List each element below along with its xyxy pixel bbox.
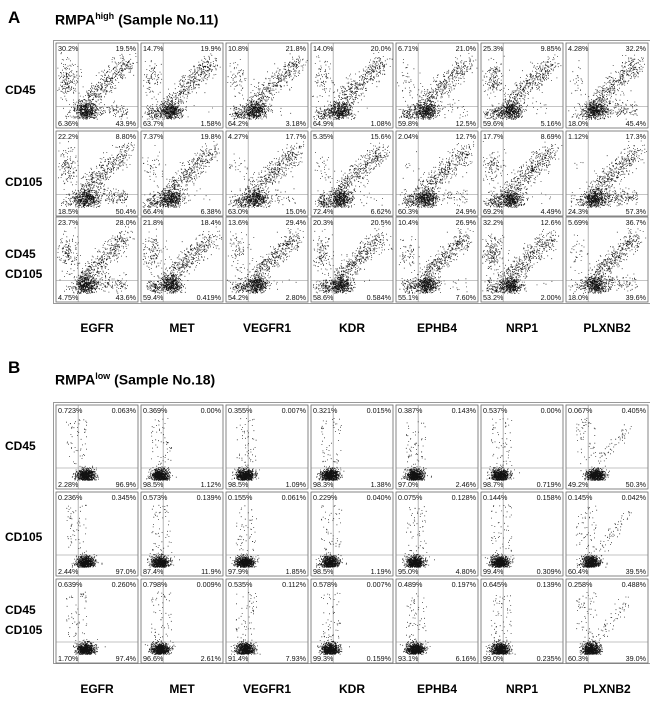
scatter-plot-a-cd105-met (141, 131, 223, 216)
plot-frame (56, 405, 138, 489)
scatter-plot-a-cd45-cd105-kdr (311, 217, 393, 302)
scatter-plot-a-cd105-nrp1 (481, 131, 563, 216)
plot-frame (311, 405, 393, 489)
scatter-plot-b-cd45-egfr (56, 405, 138, 489)
panel-b-col-label-kdr: KDR (339, 682, 365, 696)
quadrant-lower-right-label: 15.0% (285, 207, 306, 216)
quadrant-upper-right-label: 0.139% (536, 580, 561, 589)
quadrant-lower-left-label: 18.0% (568, 293, 589, 302)
quadrant-lower-left-label: 98.3% (313, 480, 334, 489)
quadrant-lower-right-label: 6.62% (370, 207, 391, 216)
quadrant-upper-right-label: 28.0% (115, 218, 136, 227)
quadrant-lower-left-label: 97.9% (228, 567, 249, 576)
scatter-plot-a-cd45-cd105-plxnb2 (566, 217, 648, 302)
quadrant-upper-left-label: 2.04% (398, 132, 419, 141)
quadrant-upper-right-label: 12.6% (540, 218, 561, 227)
quadrant-lower-left-label: 98.7% (483, 480, 504, 489)
panel-a-col-label-met: MET (169, 321, 195, 335)
scatter-plot-b-cd45-kdr (311, 405, 393, 489)
scatter-plot-a-cd45-nrp1 (481, 43, 563, 128)
quadrant-lower-right-label: 2.46% (455, 480, 476, 489)
scatter-plot-a-cd105-kdr (311, 131, 393, 216)
scatter-plot-b-cd45-met (141, 405, 223, 489)
panel-b-title-sup: low (95, 371, 111, 381)
panel-a-col-label-vegfr1: VEGFR1 (242, 321, 291, 335)
scatter-plot-a-cd45-kdr (311, 43, 393, 128)
scatter-plot-a-cd45-cd105-met (141, 217, 223, 302)
scatter-plot-b-cd105-egfr (56, 492, 138, 576)
quadrant-upper-left-label: 0.723% (58, 406, 83, 415)
panel-a-title-main: RMPA (55, 11, 96, 28)
quadrant-lower-right-label: 39.5% (625, 567, 646, 576)
plot-frame (396, 131, 478, 216)
scatter-plot-b-cd45-cd105-ephb4 (396, 579, 478, 663)
quadrant-lower-right-label: 6.38% (200, 207, 221, 216)
scatter-plot-b-cd45-ephb4 (396, 405, 478, 489)
quadrant-upper-left-label: 17.7% (483, 132, 504, 141)
scatter-plot-a-cd45-cd105-ephb4 (396, 217, 478, 302)
quadrant-upper-right-label: 19.5% (115, 44, 136, 53)
plot-frame (226, 131, 308, 216)
quadrant-upper-right-label: 0.061% (281, 493, 306, 502)
quadrant-upper-right-label: 20.5% (370, 218, 391, 227)
panel-a-row-label-cd45: CD45 (5, 83, 36, 97)
panel-a-col-label-nrp1: NRP1 (505, 321, 538, 335)
quadrant-upper-right-label: 0.139% (196, 493, 221, 502)
quadrant-lower-right-label: 97.4% (115, 654, 136, 663)
quadrant-upper-right-label: 0.00% (200, 406, 221, 415)
panel-b-row-label-cd45-cd105: CD45 CD105 (5, 603, 43, 637)
panel-b-title-main: RMPA (55, 371, 96, 388)
quadrant-upper-left-label: 0.067% (568, 406, 593, 415)
scatter-plot-b-cd105-kdr (311, 492, 393, 576)
quadrant-upper-left-label: 7.37% (143, 132, 164, 141)
quadrant-lower-right-label: 0.584% (366, 293, 391, 302)
scatter-plot-a-cd45-vegfr1 (226, 43, 308, 128)
quadrant-lower-left-label: 60.4% (568, 567, 589, 576)
quadrant-upper-right-label: 21.0% (455, 44, 476, 53)
quadrant-upper-right-label: 0.488% (621, 580, 646, 589)
quadrant-upper-right-label: 20.0% (370, 44, 391, 53)
quadrant-lower-right-label: 50.3% (625, 480, 646, 489)
plot-frame (566, 579, 648, 663)
scatter-plot-a-cd105-ephb4 (396, 131, 478, 216)
quadrant-lower-left-label: 53.2% (483, 293, 504, 302)
panel-b-col-label-vegfr1: VEGFR1 (242, 682, 291, 696)
quadrant-lower-right-label: 6.16% (455, 654, 476, 663)
quadrant-upper-left-label: 0.229% (313, 493, 338, 502)
quadrant-upper-left-label: 0.145% (568, 493, 593, 502)
plot-frame (141, 43, 223, 128)
quadrant-upper-right-label: 8.69% (540, 132, 561, 141)
quadrant-upper-right-label: 17.3% (625, 132, 646, 141)
panel-b-col-label-met: MET (169, 682, 195, 696)
quadrant-lower-right-label: 39.6% (625, 293, 646, 302)
quadrant-lower-right-label: 3.18% (285, 119, 306, 128)
panel-a-title-suffix: (Sample No.11) (114, 11, 219, 28)
quadrant-lower-left-label: 72.4% (313, 207, 334, 216)
quadrant-upper-right-label: 0.007% (281, 406, 306, 415)
quadrant-lower-right-label: 5.16% (540, 119, 561, 128)
panel-a-col-label-plxnb2: PLXNB2 (583, 321, 631, 335)
quadrant-lower-right-label: 1.08% (370, 119, 391, 128)
quadrant-lower-right-label: 0.419% (196, 293, 221, 302)
panel-b-col-label-ephb4: EPHB4 (416, 682, 457, 696)
quadrant-upper-left-label: 10.8% (228, 44, 249, 53)
quadrant-upper-left-label: 0.798% (143, 580, 168, 589)
quadrant-lower-right-label: 96.9% (115, 480, 136, 489)
quadrant-upper-left-label: 32.2% (483, 218, 504, 227)
quadrant-lower-right-label: 97.0% (115, 567, 136, 576)
quadrant-lower-left-label: 59.8% (398, 119, 419, 128)
quadrant-lower-right-label: 11.9% (201, 567, 221, 576)
quadrant-lower-right-label: 1.19% (370, 567, 391, 576)
panel-a-title-sup: high (95, 11, 115, 21)
quadrant-lower-left-label: 2.28% (58, 480, 79, 489)
panel-a-row-label-cd45-cd105: CD45 CD105 (5, 247, 43, 281)
quadrant-lower-right-label: 2.80% (285, 293, 306, 302)
quadrant-upper-right-label: 29.4% (285, 218, 306, 227)
plot-frame (396, 492, 478, 576)
quadrant-lower-left-label: 1.70% (58, 654, 79, 663)
quadrant-upper-left-label: 0.369% (143, 406, 168, 415)
panel-a-row-label-cd105: CD105 (5, 175, 43, 189)
plot-frame (311, 492, 393, 576)
quadrant-upper-right-label: 9.85% (540, 44, 561, 53)
quadrant-upper-right-label: 0.063% (111, 406, 136, 415)
quadrant-upper-right-label: 19.8% (200, 132, 221, 141)
quadrant-upper-left-label: 10.4% (398, 218, 419, 227)
plot-frame (311, 43, 393, 128)
scatter-plot-b-cd105-met (141, 492, 223, 576)
quadrant-lower-left-label: 18.5% (58, 207, 79, 216)
quadrant-lower-right-label: 1.85% (285, 567, 306, 576)
quadrant-lower-left-label: 66.4% (143, 207, 164, 216)
scatter-plot-a-cd45-cd105-vegfr1 (226, 217, 308, 302)
scatter-plot-a-cd45-plxnb2 (566, 43, 648, 128)
plot-frame (56, 579, 138, 663)
scatter-plot-a-cd45-egfr (56, 43, 138, 128)
quadrant-lower-left-label: 59.4% (143, 293, 164, 302)
scatter-plot-b-cd45-cd105-vegfr1 (226, 579, 308, 663)
quadrant-upper-left-label: 0.573% (143, 493, 168, 502)
quadrant-lower-right-label: 0.719% (536, 480, 561, 489)
plot-frame (566, 131, 648, 216)
panel-b-row-label-cd45: CD45 (5, 439, 36, 453)
quadrant-upper-left-label: 0.639% (58, 580, 83, 589)
scatter-plot-a-cd45-cd105-egfr (56, 217, 138, 302)
quadrant-upper-left-label: 6.71% (398, 44, 419, 53)
quadrant-lower-left-label: 49.2% (568, 480, 589, 489)
scatter-plot-b-cd45-cd105-kdr (311, 579, 393, 663)
quadrant-lower-left-label: 18.0% (568, 119, 589, 128)
quadrant-upper-right-label: 0.015% (366, 406, 391, 415)
scatter-plot-b-cd45-vegfr1 (226, 405, 308, 489)
quadrant-upper-left-label: 0.355% (228, 406, 253, 415)
scatter-plot-b-cd105-ephb4 (396, 492, 478, 576)
quadrant-lower-left-label: 60.3% (568, 654, 589, 663)
quadrant-upper-left-label: 4.27% (228, 132, 249, 141)
quadrant-upper-left-label: 0.537% (483, 406, 508, 415)
quadrant-upper-left-label: 30.2% (58, 44, 79, 53)
quadrant-upper-right-label: 8.80% (115, 132, 136, 141)
quadrant-upper-right-label: 0.158% (536, 493, 561, 502)
quadrant-lower-right-label: 0.159% (366, 654, 391, 663)
quadrant-lower-right-label: 0.235% (536, 654, 561, 663)
scatter-plot-a-cd105-plxnb2 (566, 131, 648, 216)
quadrant-lower-left-label: 91.4% (228, 654, 249, 663)
quadrant-upper-left-label: 0.321% (313, 406, 338, 415)
quadrant-lower-right-label: 7.60% (455, 293, 476, 302)
quadrant-lower-right-label: 43.9% (115, 119, 136, 128)
panel-b-col-label-nrp1: NRP1 (505, 682, 538, 696)
quadrant-lower-left-label: 2.44% (58, 567, 79, 576)
quadrant-lower-left-label: 55.1% (398, 293, 419, 302)
scatter-plot-b-cd45-plxnb2 (566, 405, 648, 489)
quadrant-upper-left-label: 21.8% (143, 218, 164, 227)
quadrant-upper-left-label: 5.35% (313, 132, 334, 141)
quadrant-upper-left-label: 0.578% (313, 580, 338, 589)
quadrant-lower-right-label: 4.80% (455, 567, 476, 576)
panel-a-letter: A (8, 8, 21, 27)
quadrant-upper-left-label: 0.535% (228, 580, 253, 589)
quadrant-lower-left-label: 93.1% (398, 654, 419, 663)
quadrant-lower-right-label: 45.4% (625, 119, 646, 128)
scatter-plot-a-cd105-vegfr1 (226, 131, 308, 216)
scatter-plot-a-cd45-met (141, 43, 223, 128)
panel-a-col-label-egfr: EGFR (80, 321, 114, 335)
quadrant-lower-left-label: 98.5% (313, 567, 334, 576)
quadrant-lower-right-label: 1.12% (200, 480, 221, 489)
panel-a-col-label-kdr: KDR (339, 321, 365, 335)
panel-b-col-label-plxnb2: PLXNB2 (583, 682, 631, 696)
quadrant-lower-left-label: 54.2% (228, 293, 249, 302)
quadrant-upper-right-label: 15.6% (370, 132, 391, 141)
quadrant-upper-left-label: 1.12% (568, 132, 589, 141)
quadrant-upper-left-label: 5.69% (568, 218, 589, 227)
quadrant-upper-right-label: 18.4% (200, 218, 221, 227)
quadrant-upper-left-label: 0.075% (398, 493, 423, 502)
quadrant-lower-right-label: 4.49% (540, 207, 561, 216)
quadrant-lower-left-label: 99.0% (483, 654, 504, 663)
quadrant-lower-left-label: 95.0% (398, 567, 419, 576)
quadrant-lower-right-label: 7.93% (285, 654, 306, 663)
panel-b-title-suffix: (Sample No.18) (110, 371, 216, 388)
scatter-plot-b-cd105-vegfr1 (226, 492, 308, 576)
scatter-plot-a-cd45-ephb4 (396, 43, 478, 128)
plot-frame (311, 217, 393, 302)
quadrant-lower-right-label: 24.9% (455, 207, 476, 216)
quadrant-lower-left-label: 64.9% (313, 119, 334, 128)
quadrant-upper-left-label: 0.236% (58, 493, 83, 502)
quadrant-lower-left-label: 98.5% (143, 480, 164, 489)
quadrant-lower-left-label: 98.5% (228, 480, 249, 489)
quadrant-lower-left-label: 24.3% (568, 207, 589, 216)
panel-b-col-label-egfr: EGFR (80, 682, 114, 696)
quadrant-upper-right-label: 17.7% (285, 132, 306, 141)
quadrant-lower-right-label: 50.4% (115, 207, 136, 216)
quadrant-lower-left-label: 87.4% (143, 567, 164, 576)
panel-a-col-label-ephb4: EPHB4 (416, 321, 457, 335)
quadrant-upper-right-label: 0.345% (111, 493, 136, 502)
quadrant-lower-right-label: 1.09% (285, 480, 306, 489)
quadrant-lower-right-label: 12.5% (455, 119, 476, 128)
scatter-plot-b-cd105-nrp1 (481, 492, 563, 576)
quadrant-lower-left-label: 64.2% (228, 119, 249, 128)
quadrant-lower-left-label: 59.6% (483, 119, 504, 128)
quadrant-lower-right-label: 1.38% (370, 480, 391, 489)
quadrant-upper-right-label: 0.00% (540, 406, 561, 415)
panel-b-letter: B (8, 358, 21, 377)
quadrant-upper-left-label: 0.258% (568, 580, 593, 589)
quadrant-upper-right-label: 0.143% (451, 406, 476, 415)
quadrant-upper-left-label: 25.3% (483, 44, 504, 53)
scatter-plot-a-cd45-cd105-nrp1 (481, 217, 563, 302)
quadrant-lower-left-label: 96.6% (143, 654, 164, 663)
quadrant-upper-right-label: 12.7% (455, 132, 476, 141)
quadrant-upper-left-label: 0.144% (483, 493, 508, 502)
scatter-plot-b-cd45-cd105-nrp1 (481, 579, 563, 663)
quadrant-upper-left-label: 0.387% (398, 406, 423, 415)
quadrant-upper-right-label: 26.9% (455, 218, 476, 227)
quadrant-upper-right-label: 21.8% (285, 44, 306, 53)
quadrant-lower-left-label: 97.0% (398, 480, 419, 489)
scatter-plot-b-cd45-cd105-met (141, 579, 223, 663)
quadrant-upper-left-label: 4.28% (568, 44, 589, 53)
quadrant-upper-right-label: 32.2% (625, 44, 646, 53)
quadrant-lower-left-label: 99.4% (483, 567, 504, 576)
quadrant-upper-left-label: 20.3% (313, 218, 334, 227)
quadrant-upper-left-label: 23.7% (58, 218, 79, 227)
quadrant-lower-left-label: 6.36% (58, 119, 79, 128)
quadrant-upper-left-label: 14.7% (143, 44, 164, 53)
panel-b-row-label-cd105: CD105 (5, 530, 43, 544)
quadrant-upper-left-label: 0.489% (398, 580, 423, 589)
quadrant-lower-right-label: 57.3% (625, 207, 646, 216)
quadrant-lower-right-label: 2.61% (200, 654, 221, 663)
scatter-plot-b-cd45-nrp1 (481, 405, 563, 489)
quadrant-upper-left-label: 0.155% (228, 493, 253, 502)
quadrant-lower-left-label: 58.6% (313, 293, 334, 302)
plot-frame (141, 217, 223, 302)
quadrant-upper-right-label: 0.042% (621, 493, 646, 502)
quadrant-lower-right-label: 1.58% (200, 119, 221, 128)
quadrant-lower-left-label: 69.2% (483, 207, 504, 216)
quadrant-lower-left-label: 63.7% (143, 119, 164, 128)
quadrant-upper-left-label: 14.0% (313, 44, 334, 53)
quadrant-upper-right-label: 0.128% (451, 493, 476, 502)
quadrant-upper-right-label: 36.7% (625, 218, 646, 227)
quadrant-upper-left-label: 22.2% (58, 132, 79, 141)
quadrant-lower-right-label: 39.0% (625, 654, 646, 663)
quadrant-upper-right-label: 0.112% (282, 580, 306, 589)
quadrant-lower-left-label: 60.3% (398, 207, 419, 216)
quadrant-lower-right-label: 2.00% (540, 293, 561, 302)
plot-frame (56, 492, 138, 576)
quadrant-upper-left-label: 13.6% (228, 218, 249, 227)
quadrant-upper-right-label: 0.009% (196, 580, 221, 589)
plot-frame (311, 579, 393, 663)
quadrant-upper-right-label: 0.405% (621, 406, 646, 415)
scatter-plot-b-cd105-plxnb2 (566, 492, 648, 576)
scatter-plot-b-cd45-cd105-plxnb2 (566, 579, 648, 663)
quadrant-upper-right-label: 0.040% (366, 493, 391, 502)
quadrant-lower-left-label: 99.3% (313, 654, 334, 663)
quadrant-upper-right-label: 0.007% (366, 580, 391, 589)
quadrant-lower-right-label: 43.6% (115, 293, 136, 302)
scatter-plot-b-cd45-cd105-egfr (56, 579, 138, 663)
quadrant-lower-right-label: 0.309% (536, 567, 561, 576)
quadrant-upper-left-label: 0.645% (483, 580, 508, 589)
quadrant-upper-right-label: 19.9% (200, 44, 221, 53)
quadrant-upper-right-label: 0.197% (451, 580, 476, 589)
quadrant-upper-right-label: 0.260% (111, 580, 136, 589)
scatter-plot-a-cd105-egfr (56, 131, 138, 216)
quadrant-lower-left-label: 4.75% (58, 293, 79, 302)
quadrant-lower-left-label: 63.0% (228, 207, 249, 216)
